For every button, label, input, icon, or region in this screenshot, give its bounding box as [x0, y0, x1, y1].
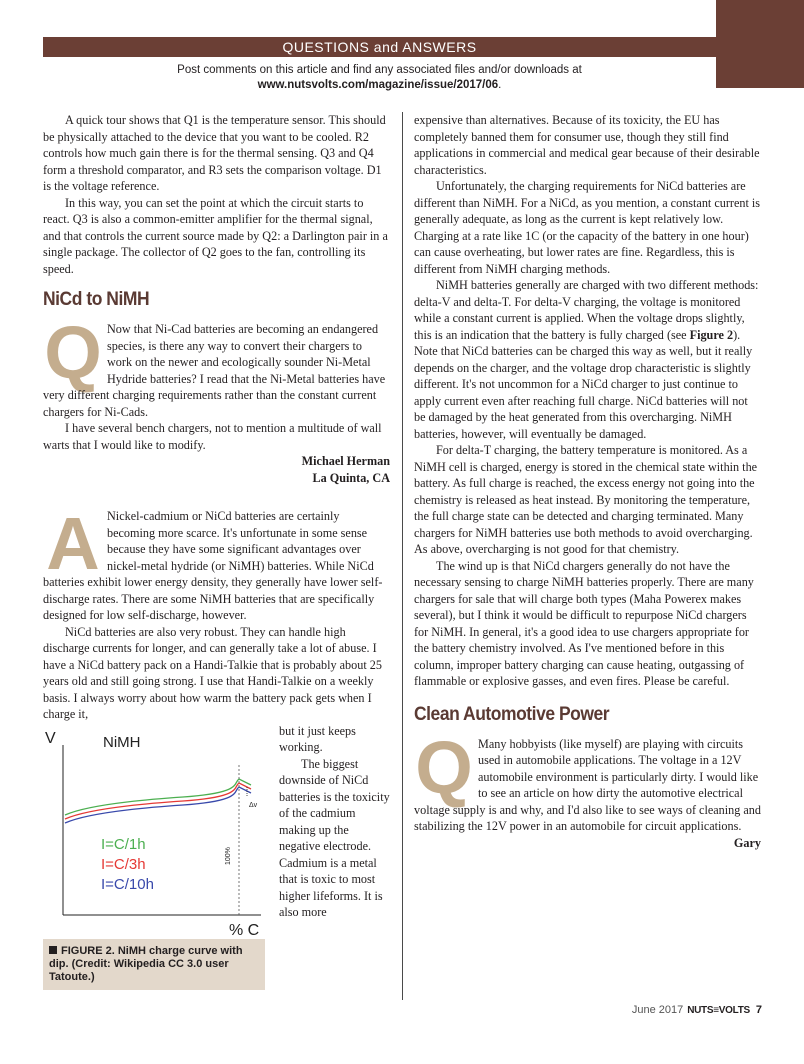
post-note-end: . [498, 79, 502, 91]
x-axis-label: % C [229, 921, 260, 939]
percent-label: 100% [225, 846, 232, 865]
paragraph-part: NiMH batteries generally are charged with two different methods: delta-V and delta-T. For delta-V charging, the voltage is monitored while a constant current is applied. When the voltage drops slightly, this is an indication that the battery is fully charged (see [414, 278, 759, 342]
caption-square-icon [49, 946, 57, 954]
figure-2 [43, 725, 271, 995]
question-text: Many hobbyists (like myself) are playing with circuits used in automobile applications. The voltage in a 12V automobile environment is particularly dirty. I would like to see an article on how dirty the automotive electrical voltage supply is and why, and I'd also like to see ways of cleaning and stabilizing the 12V power in an automobile for circuit applications. [414, 736, 761, 833]
caption-text: FIGURE 2. NiMH charge curve with dip. (Credit: Wikipedia CC 3.0 user Tatoute.) [49, 944, 243, 983]
paragraph: A quick tour shows that Q1 is the temperature sensor. This should be physically attached to the device that you want to be cooled. R2 controls how much gain there is for the thermal sensing. Q3 and Q4 form a threshold comparator, and R3 sets the comparison voltage. D1 is the voltage reference. [43, 113, 386, 193]
nimh-charge-curve-chart [43, 725, 271, 939]
paragraph: The biggest downside of NiCd batteries is the toxicity of the cadmium making up the negative electrode. Cadmium is a metal that is toxic to most higher lifeforms. It is also more [279, 756, 390, 919]
section-heading-nicd: NiCd to NiMH [43, 289, 150, 310]
magazine-logo: NUTS≡VOLTS [687, 1005, 750, 1016]
paragraph: The wind up is that NiCd chargers generally do not have the necessary sensing to charge NiMH batteries properly. There are many chargers for sale that will charge both types (Maha Powerex makes several), but I think it would be difficult to repurpose NiCd chargers for NiMH. In general, it's a good idea to use chargers appropriate for the battery chemistry involved. As I've mentioned before in this column, improper battery charging can cause heating, outgassing of flammable or explosive gasses, and even fires. Please be careful. [414, 558, 754, 688]
post-note-text: Post comments on this article and find any associated files and/or downloads at [177, 64, 582, 76]
paragraph: For delta-T charging, the battery temperature is monitored. As a NiMH cell is charged, energy is stored in the chemical state within the battery. As full charge is reached, the excess energy not going into the chemistry is released as heat instead. By monitoring the temperature, the full charge state can be detected and charging terminated. Many chargers for NiMH batteries use both methods to avoid overcharging. As above, overcharging is not good for that chemistry. [414, 443, 758, 556]
question-block [43, 311, 390, 486]
corner-tab [716, 0, 804, 88]
left-column [43, 112, 390, 995]
question-text: Now that Ni-Cad batteries are becoming an endangered species, is there any way to convert their chargers to work on the newer and ecologically sounder Ni-Metal Hydride batteries? I read that the Ni-Metal batteries have very different charging requirements rather than the constant current chargers for Ni-Cads. [43, 322, 386, 419]
dropcap-q2: Q [415, 725, 473, 809]
dropcap-a: A [46, 502, 100, 585]
answer-block [43, 502, 390, 983]
chart-title: NiMH [103, 733, 141, 751]
signature-name: Gary [733, 835, 761, 850]
section-header: QUESTIONS and ANSWERS [43, 37, 716, 57]
dropcap-q: Q [44, 311, 102, 394]
paragraph: NiCd batteries are also very robust. They can handle high discharge currents for longer, and can generally take a lot of abuse. I have a NiCd battery pack on a Handi-Talkie that is probably about 25 years old and still going strong. I use that Handi-Talkie on a weekly basis. I always worry about how warm the battery pack gets when I charge it, [43, 624, 382, 721]
paragraph: but it just keeps working. [279, 723, 356, 754]
figure-caption [43, 939, 265, 990]
post-note [43, 63, 716, 93]
v-axis-label: V [45, 729, 56, 747]
paragraph [414, 277, 761, 442]
figure-reference[interactable]: Figure 2 [689, 327, 734, 342]
answer-text: Nickel-cadmium or NiCd batteries are certainly becoming more scarce. It's unfortunate in some sense because they have some significant advantages over nickel-metal hydride (or NiMH) batteries. While NiCd batteries exhibit lower energy density, they generally have lower self-discharge rates. There are some NiMH batteries that are specifically designed for low self-discharge, however. [43, 509, 383, 622]
page-footer [632, 1004, 762, 1016]
legend-c10h: I=C/10h [101, 875, 154, 893]
signature-place: La Quinta, CA [312, 470, 390, 485]
paragraph: I have several bench chargers, not to mention a multitude of wall warts that I would like to modify. [43, 421, 382, 452]
paragraph: expensive than alternatives. Because of its toxicity, the EU has completely banned them for consumer use, though they still find applications in commercial and medical gear because of their desirable characteristics. [414, 113, 760, 177]
legend-c3h: I=C/3h [101, 855, 146, 873]
post-note-url[interactable]: www.nutsvolts.com/magazine/issue/2017/06 [257, 79, 499, 91]
question-block-2 [414, 725, 761, 852]
page-number: 7 [755, 1004, 762, 1016]
signature-name: Michael Herman [301, 454, 390, 468]
issue-date: June 2017 [631, 1004, 684, 1016]
paragraph: In this way, you can set the point at which the circuit starts to react. Q3 is also a common-emitter amplifier for the thermal signal, and that controls the current source made by Q2: a Darlington pair in a single package. The collector of Q2 goes to the fan, controlling its speed. [43, 195, 388, 276]
legend-c1h: I=C/1h [101, 835, 146, 853]
delta-v-label: Δv [249, 801, 258, 809]
paragraph-part: ). Note that NiCd batteries can be charged this way as well, but it really depends on the charger, and the voltage drop characteristic is slightly different. It's not uncommon for a NiCd charger to just continue to apply current even after reaching full charge. NiCd batteries will not be damaged by the heat generated from this overcharging. NiMH batteries, however, will eventually be damaged. [414, 327, 753, 441]
paragraph: Unfortunately, the charging requirements for NiCd batteries are different than NiMH. For a NiCd, as you mention, a constant current is generally adequate, as long as the current is kept relatively low. Charging at a rate like 1C (or the capacity of the battery in one hour) can cause overheating, but lower rates are fine. Regardless, this is different from NiMH charging methods. [414, 179, 761, 276]
column-divider [402, 112, 403, 1000]
section-heading-automotive: Clean Automotive Power [414, 703, 610, 725]
right-column [414, 112, 761, 851]
